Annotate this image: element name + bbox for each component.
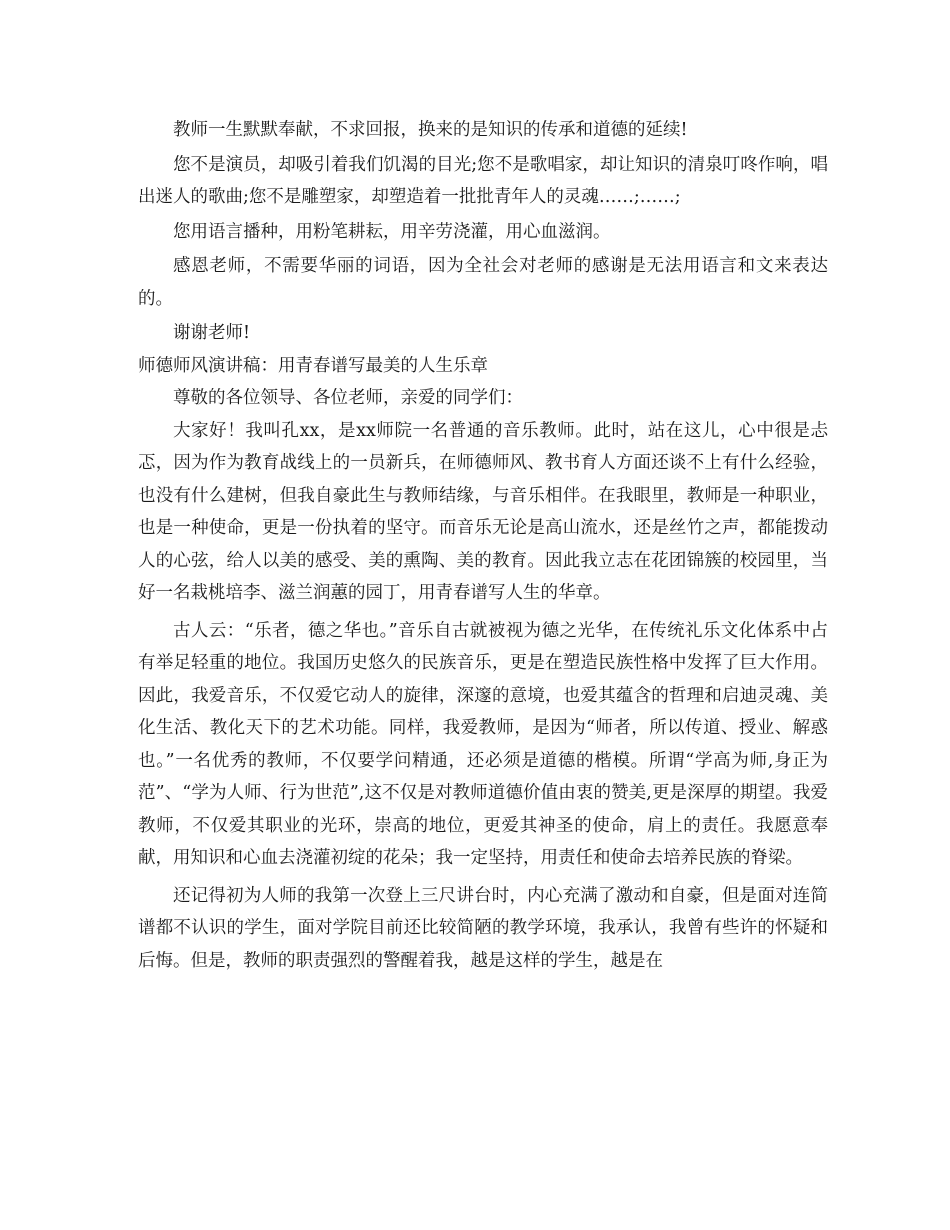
paragraph-teacher-dedication: 教师一生默默奉献，不求回报，换来的是知识的传承和道德的延续! — [173, 120, 688, 140]
paragraph-sowing-words: 您用语言播种，用粉笔耕耘，用辛劳浇灌，用心血滋润。 — [173, 221, 611, 242]
document-body — [138, 114, 828, 977]
paragraph-first-class: 还记得初为人师的我第一次登上三尺讲台时，内心充满了激动和自豪，但是面对连简谱都不认识的学生，面对学院目前还比较简陋的教学环境，我承认，我曾有些许的怀疑和后悔。但是，教师的职责强烈的警醒着我，越是这样的学生，越是在 — [138, 885, 828, 971]
paragraph-music-virtue: 古人云：“乐者，德之华也。”音乐自古就被视为德之光华，在传统礼乐文化体系中占有举足轻重的地位。我国历史悠久的民族音乐，更是在塑造民族性格中发挥了巨大作用。因此，我爱音乐，不仅爱它动人的旋律，深邃的意境，也爱其蕴含的哲理和启迪灵魂、美化生活、教化天下的艺术功能。同样，我爱教师，是因为“师者，所以传道、授业、解惑也。”一名优秀的教师，不仅要学问精通，还必须是道德的楷模。所谓“学高为师,身正为范”、“学为人师、行为世范”,这不仅是对教师道德价值由衷的赞美,更是深厚的期望。我爱教师，不仅爱其职业的光环，崇高的地位，更爱其神圣的使命，肩上的责任。我愿意奉献，用知识和心血去浇灌初绽的花朵；我一定坚持，用责任和使命去培养民族的脊梁。 — [138, 620, 828, 868]
paragraph-thanks: 谢谢老师! — [173, 323, 251, 343]
paragraph-greeting: 尊敬的各位领导、各位老师，亲爱的同学们： — [173, 388, 523, 408]
paragraph-introduction: 大家好！我叫孔xx，是xx师院一名普通的音乐教师。此时，站在这儿，心中很是忐忑，因为作为教育战线上的一员新兵，在师德师风、教书育人方面还谈不上有什么经验，也没有什么建树，但我自豪此生与教师结缘，与音乐相伴。在我眼里，教师是一种职业，也是一种使命，更是一份执着的坚守。而音乐无论是高山流水，还是丝竹之声，都能拨动人的心弦，给人以美的感受、美的熏陶、美的教育。因此我立志在花团锦簇的校园里，当好一名栽桃培李、滋兰润蕙的园丁，用青春谱写人生的华章。 — [138, 420, 828, 603]
speech-title: 师德师风演讲稿：用青春谱写最美的人生乐章 — [138, 355, 488, 376]
paragraph-not-actor: 您不是演员，却吸引着我们饥渴的目光;您不是歌唱家，却让知识的清泉叮咚作响，唱出迷人的歌曲;您不是雕塑家，却塑造着一批批青年人的灵魂……;……; — [138, 154, 828, 207]
paragraph-gratitude: 感恩老师，不需要华丽的词语，因为全社会对老师的感谢是无法用语言和文来表达的。 — [138, 256, 828, 309]
